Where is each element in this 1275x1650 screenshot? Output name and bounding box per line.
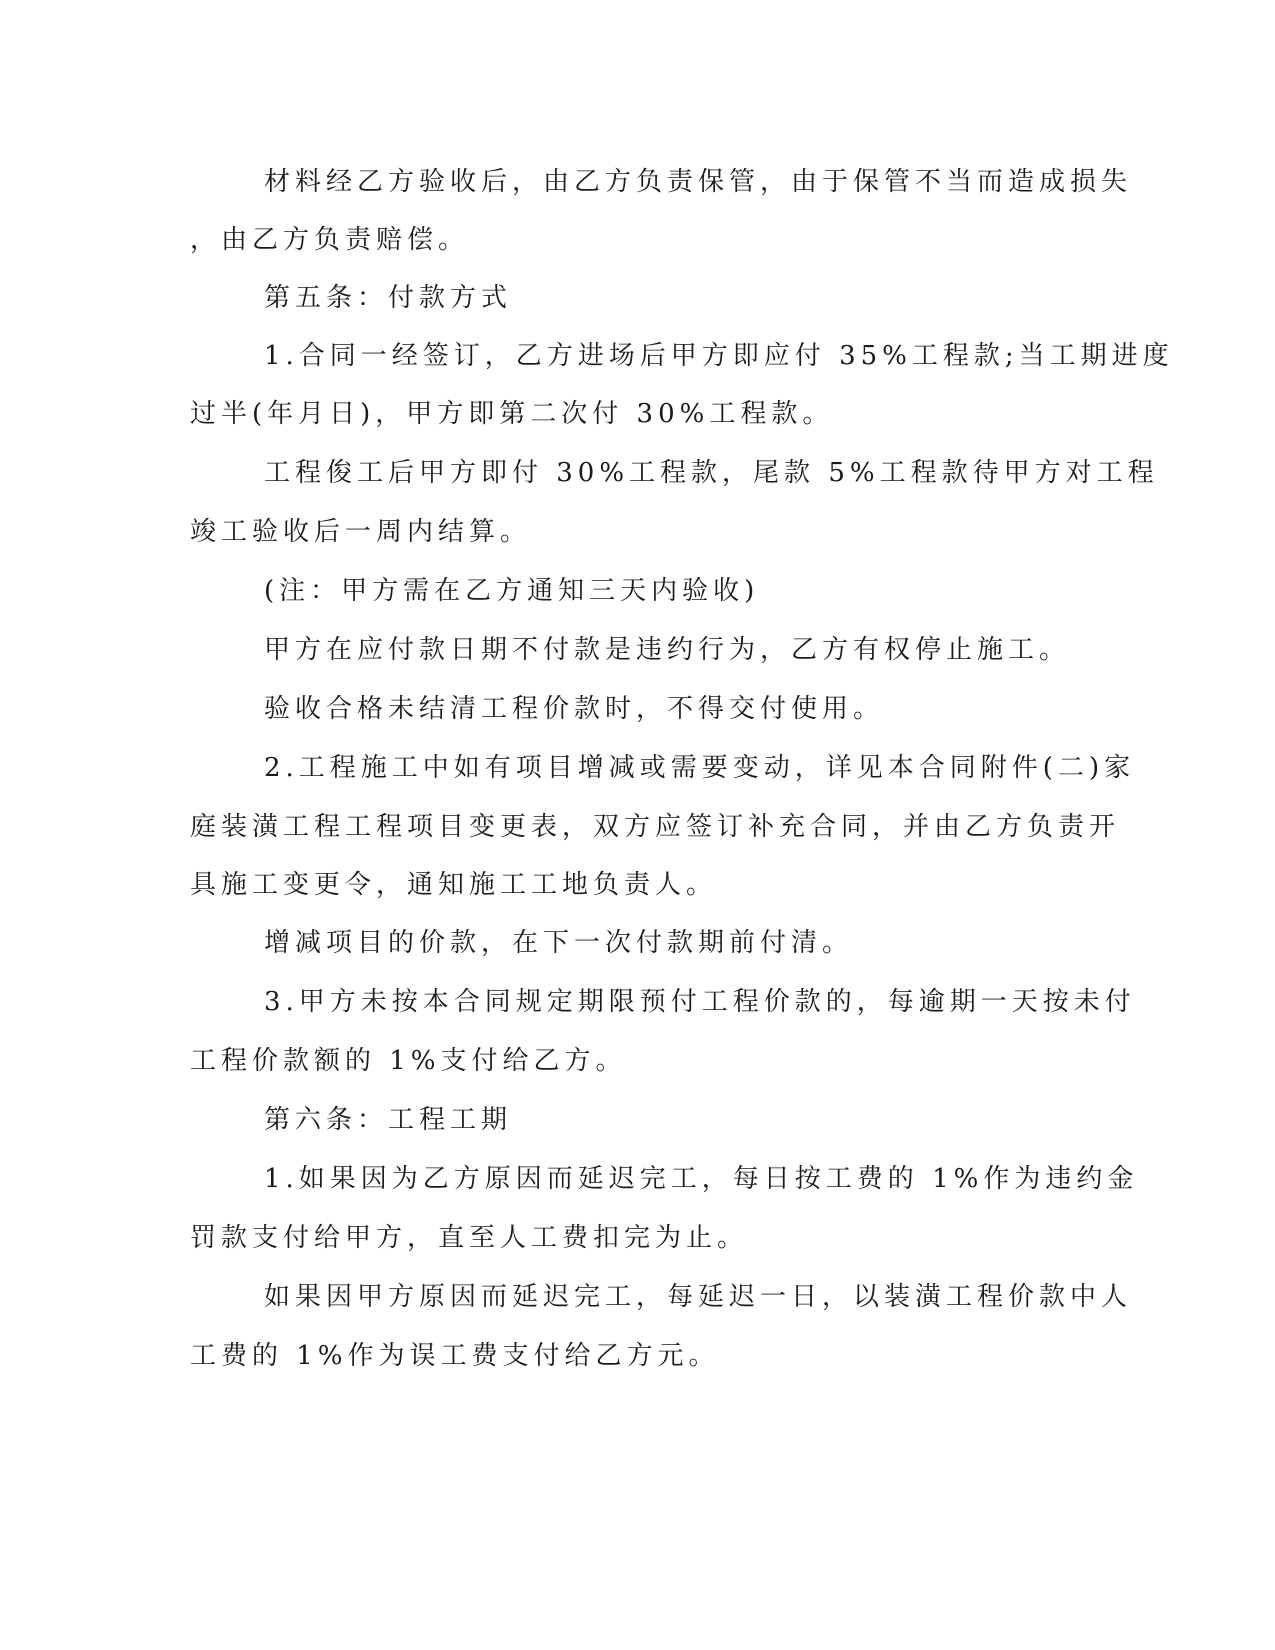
paragraph-line: 3.甲方未按本合同规定期限预付工程价款的，每逾期一天按未付 [264, 987, 1136, 1017]
section-heading: 第六条：工程工期 [264, 1105, 513, 1135]
paragraph-line: 2.工程施工中如有项目增减或需要变动，详见本合同附件(二)家 [264, 753, 1136, 783]
paragraph-line: 具施工变更令，通知施工工地负责人。 [190, 870, 718, 900]
paragraph-line: 增减项目的价款，在下一次付款期前付清。 [264, 928, 854, 958]
section-heading: 第五条：付款方式 [264, 283, 513, 313]
paragraph-line: 如果因甲方原因而延迟完工，每延迟一日，以装潢工程价款中人 [264, 1282, 1133, 1312]
paragraph-line: 庭装潢工程工程项目变更表，双方应签订补充合同，并由乙方负责开 [190, 812, 1121, 842]
paragraph-line: 1.合同一经签订，乙方进场后甲方即应付 35%工程款;当工期进度 [264, 341, 1174, 371]
paragraph-line: 工程价款额的 1%支付给乙方。 [190, 1046, 627, 1076]
paragraph-line: 工费的 1%作为误工费支付给乙方元。 [190, 1341, 720, 1371]
paragraph-line: 过半(年月日)，甲方即第二次付 30%工程款。 [190, 399, 834, 429]
paragraph-line: 罚款支付给甲方，直至人工费扣完为止。 [190, 1223, 749, 1253]
paragraph-line: 竣工验收后一周内结算。 [190, 517, 532, 547]
paragraph-line: 工程俊工后甲方即付 30%工程款，尾款 5%工程款待甲方对工程 [264, 458, 1159, 488]
paragraph-line: 甲方在应付款日期不付款是违约行为，乙方有权停止施工。 [264, 635, 1071, 665]
paragraph-line: 材料经乙方验收后，由乙方负责保管，由于保管不当而造成损失 [264, 167, 1133, 197]
paragraph-line: (注：甲方需在乙方通知三天内验收) [264, 576, 760, 606]
paragraph-line: ，由乙方负责赔偿。 [190, 225, 470, 255]
paragraph-line: 1.如果因为乙方原因而延迟完工，每日按工费的 1%作为违约金 [264, 1164, 1139, 1194]
paragraph-line: 验收合格未结清工程价款时，不得交付使用。 [264, 694, 885, 724]
